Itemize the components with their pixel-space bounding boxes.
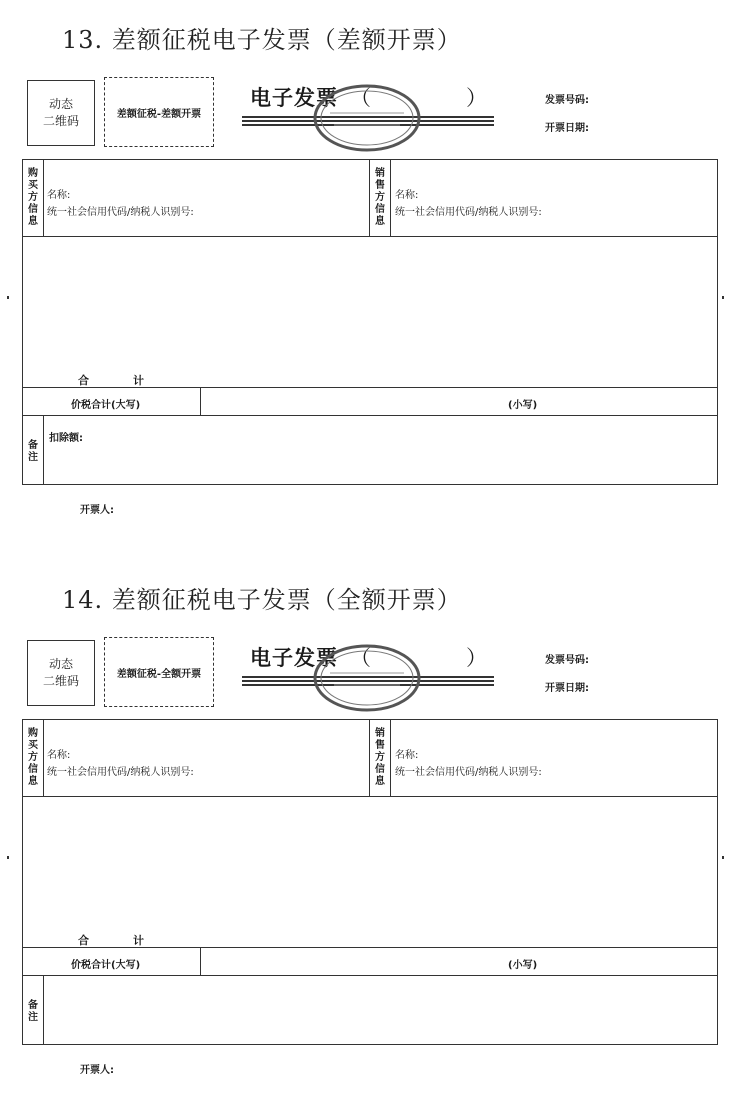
margin-mark <box>722 856 724 859</box>
tax-authority-seal-icon <box>312 83 422 153</box>
seller-name-label: 名称: <box>395 750 419 761</box>
row-divider <box>23 947 717 948</box>
seller-name-label: 名称: <box>395 190 419 201</box>
invoice-type-tag <box>104 77 214 147</box>
row-divider <box>23 236 717 237</box>
invoice-title: 电子发票 <box>250 645 338 670</box>
deduction-amount-label: 扣除额: <box>49 433 83 444</box>
buyer-info-vertical-label: 购买方信息 <box>28 168 38 227</box>
row-divider <box>23 796 717 797</box>
tag-text: 差额征税-全额开票 <box>116 668 202 680</box>
invoice-table <box>22 159 718 485</box>
title-paren-close: ） <box>466 86 487 110</box>
col-divider <box>390 720 391 796</box>
invoice-sample-13 <box>0 0 730 545</box>
title-paren-open: （ <box>350 86 371 110</box>
section-heading: 14. 差额征税电子发票（全额开票） <box>62 586 462 614</box>
dynamic-qr-code-box <box>27 80 95 146</box>
price-tax-total-label: 价税合计(大写) <box>71 400 141 411</box>
col-divider <box>369 160 370 236</box>
col-divider <box>43 975 44 1045</box>
price-tax-total-label: 价税合计(大写) <box>71 960 141 971</box>
qr-label-line2: 二维码 <box>42 674 79 688</box>
section-heading: 13. 差额征税电子发票（差额开票） <box>62 26 462 54</box>
qr-label-line1: 动态 <box>48 657 73 671</box>
title-paren-close: ） <box>466 646 487 670</box>
margin-mark <box>7 856 9 859</box>
col-divider <box>43 720 44 796</box>
buyer-info-vertical-label: 购买方信息 <box>28 728 38 787</box>
col-divider <box>43 160 44 236</box>
tag-text: 差额征税-差额开票 <box>116 108 202 120</box>
invoice-number-label: 发票号码: <box>545 655 589 666</box>
buyer-tax-id-label: 统一社会信用代码/纳税人识别号: <box>47 207 194 218</box>
col-divider <box>390 160 391 236</box>
total-label: 合计 <box>78 934 188 947</box>
tax-authority-seal-icon <box>312 643 422 713</box>
invoice-number-label: 发票号码: <box>545 95 589 106</box>
invoice-type-tag <box>104 637 214 707</box>
row-divider <box>23 387 717 388</box>
invoice-sample-14 <box>0 560 730 1105</box>
issue-date-label: 开票日期: <box>545 683 589 694</box>
buyer-tax-id-label: 统一社会信用代码/纳税人识别号: <box>47 767 194 778</box>
invoice-title: 电子发票 <box>250 85 338 110</box>
invoice-table <box>22 719 718 1045</box>
issuer-label: 开票人: <box>80 505 114 516</box>
col-divider <box>200 387 201 415</box>
title-paren-open: （ <box>350 646 371 670</box>
buyer-name-label: 名称: <box>47 750 71 761</box>
lowercase-amount-label: (小写) <box>508 400 538 411</box>
lowercase-amount-label: (小写) <box>508 960 538 971</box>
buyer-name-label: 名称: <box>47 190 71 201</box>
remarks-vertical-label: 备注 <box>28 1000 38 1023</box>
issuer-label: 开票人: <box>80 1065 114 1076</box>
col-divider <box>43 415 44 485</box>
total-label: 合计 <box>78 374 188 387</box>
dynamic-qr-code-box <box>27 640 95 706</box>
row-divider <box>23 975 717 976</box>
qr-label-line1: 动态 <box>48 97 73 111</box>
col-divider <box>200 947 201 975</box>
margin-mark <box>722 296 724 299</box>
seller-tax-id-label: 统一社会信用代码/纳税人识别号: <box>395 767 542 778</box>
seller-info-vertical-label: 销售方信息 <box>375 168 385 227</box>
seller-tax-id-label: 统一社会信用代码/纳税人识别号: <box>395 207 542 218</box>
qr-label-line2: 二维码 <box>42 114 79 128</box>
seller-info-vertical-label: 销售方信息 <box>375 728 385 787</box>
col-divider <box>369 720 370 796</box>
row-divider <box>23 415 717 416</box>
remarks-vertical-label: 备注 <box>28 440 38 463</box>
issue-date-label: 开票日期: <box>545 123 589 134</box>
margin-mark <box>7 296 9 299</box>
